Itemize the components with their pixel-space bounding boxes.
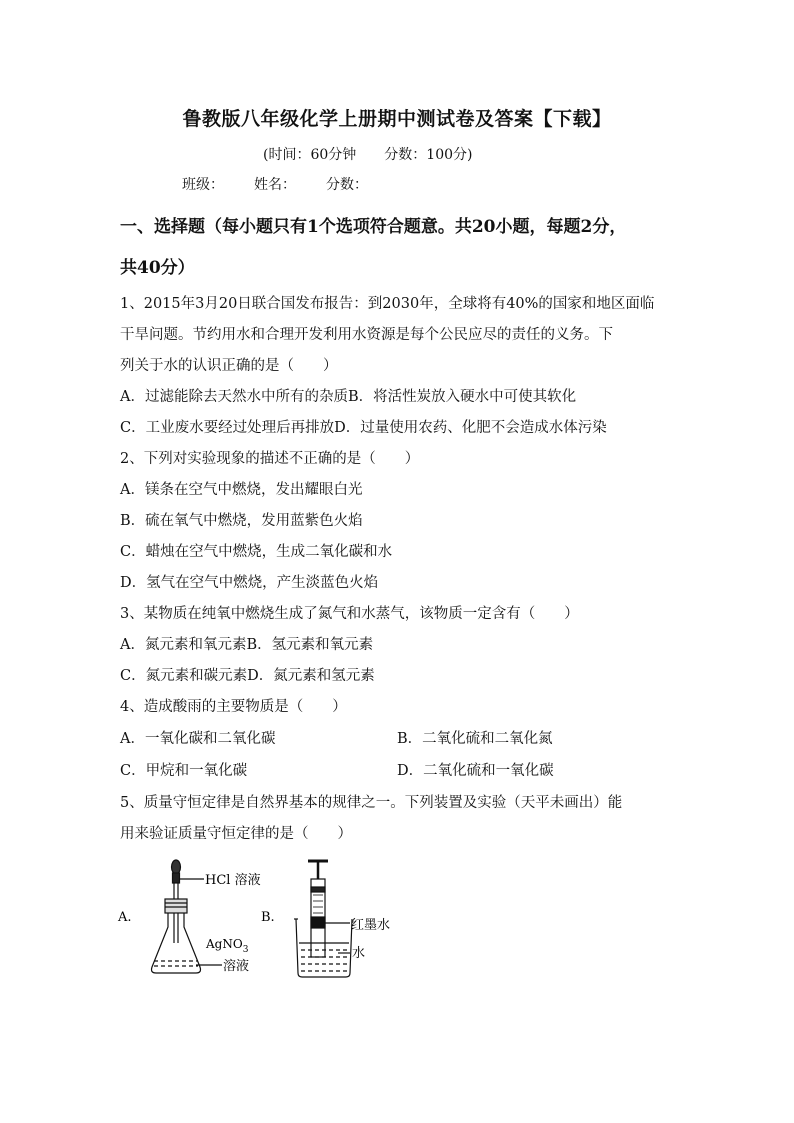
experiment-figure — [110, 855, 420, 990]
q4-stem: 4、造成酸雨的主要物质是（ ） — [120, 699, 347, 715]
q2-option-d: D．氢气在空气中燃烧，产生淡蓝色火焰 — [120, 575, 379, 591]
q4-option-a: A．一氧化碳和二氧化碳 — [120, 731, 276, 747]
exam-score: 分数：100分) — [384, 147, 473, 163]
flask-stopper — [165, 899, 187, 913]
section-heading-line1: 一、选择题（每小题只有1个选项符合题意。共20小题，每题2分， — [120, 217, 627, 237]
q4-option-b: B．二氧化硫和二氧化氮 — [397, 731, 553, 747]
class-label: 班级： — [182, 177, 224, 193]
syringe-apparatus — [294, 861, 352, 977]
dropper-tube — [174, 883, 178, 901]
red-ink-plug — [311, 917, 325, 928]
syringe-piston — [311, 887, 325, 892]
exam-time: (时间：60分钟 — [263, 147, 357, 163]
q5-stem-line1: 5、质量守恒定律是自然界基本的规律之一。下列装置及实验（天平未画出）能 — [120, 795, 623, 811]
q3-stem: 3、某物质在纯氧中燃烧生成了氮气和水蒸气，该物质一定含有（ ） — [120, 606, 579, 622]
name-label: 姓名： — [254, 177, 296, 193]
section-heading-line2: 共40分） — [120, 258, 195, 278]
hcl-label: HCl 溶液 — [205, 873, 261, 888]
page-title: 鲁教版八年级化学上册期中测试卷及答案【下载】 — [182, 108, 612, 130]
q1-stem-line3: 列关于水的认识正确的是（ ） — [120, 358, 338, 374]
student-info-line — [182, 174, 398, 194]
q3-options-ab: A．氮元素和氧元素B．氢元素和氧元素 — [120, 637, 374, 653]
agno3-solution-label: 溶液 — [223, 959, 250, 974]
q4-option-c: C．甲烷和一氧化碳 — [120, 763, 248, 779]
red-ink-label: 红墨水 — [351, 918, 391, 933]
dropper-neck — [173, 873, 180, 883]
q1-stem-line1: 1、2015年3月20日联合国发布报告：到2030年，全球将有40%的国家和地区面临 — [120, 296, 655, 312]
q5-stem-line2: 用来验证质量守恒定律的是（ ） — [120, 826, 352, 842]
q1-options-ab: A．过滤能除去天然水中所有的杂质B．将活性炭放入硬水中可使其软化 — [120, 389, 577, 405]
figure-label-a: A. — [118, 910, 132, 925]
exam-info — [263, 144, 500, 164]
water-label: 水 — [352, 946, 366, 961]
flask-body — [152, 913, 201, 973]
q4-option-d: D．二氧化硫和一氧化碳 — [397, 763, 554, 779]
q2-stem: 2、下列对实验现象的描述不正确的是（ ） — [120, 451, 420, 467]
agno3-label — [205, 937, 249, 955]
q1-stem-line2: 干旱问题。节约用水和合理开发利用水资源是每个公民应尽的责任的义务。下 — [120, 327, 613, 343]
dropper-bulb — [172, 860, 181, 874]
q2-option-c: C．蜡烛在空气中燃烧，生成二氧化碳和水 — [120, 544, 393, 560]
score-label: 分数： — [326, 177, 368, 193]
figure-label-b: B. — [261, 910, 275, 925]
agno3-formula: AgNO — [206, 937, 243, 951]
q2-option-b: B．硫在氧气中燃烧，发用蓝紫色火焰 — [120, 513, 363, 529]
q1-options-cd: C．工业废水要经过处理后再排放D．过量使用农药、化肥不会造成水体污染 — [120, 420, 607, 436]
q3-options-cd: C．氮元素和碳元素D．氮元素和氢元素 — [120, 668, 375, 684]
q2-option-a: A．镁条在空气中燃烧，发出耀眼白光 — [120, 482, 363, 498]
agno3-subscript: 3 — [242, 945, 249, 955]
